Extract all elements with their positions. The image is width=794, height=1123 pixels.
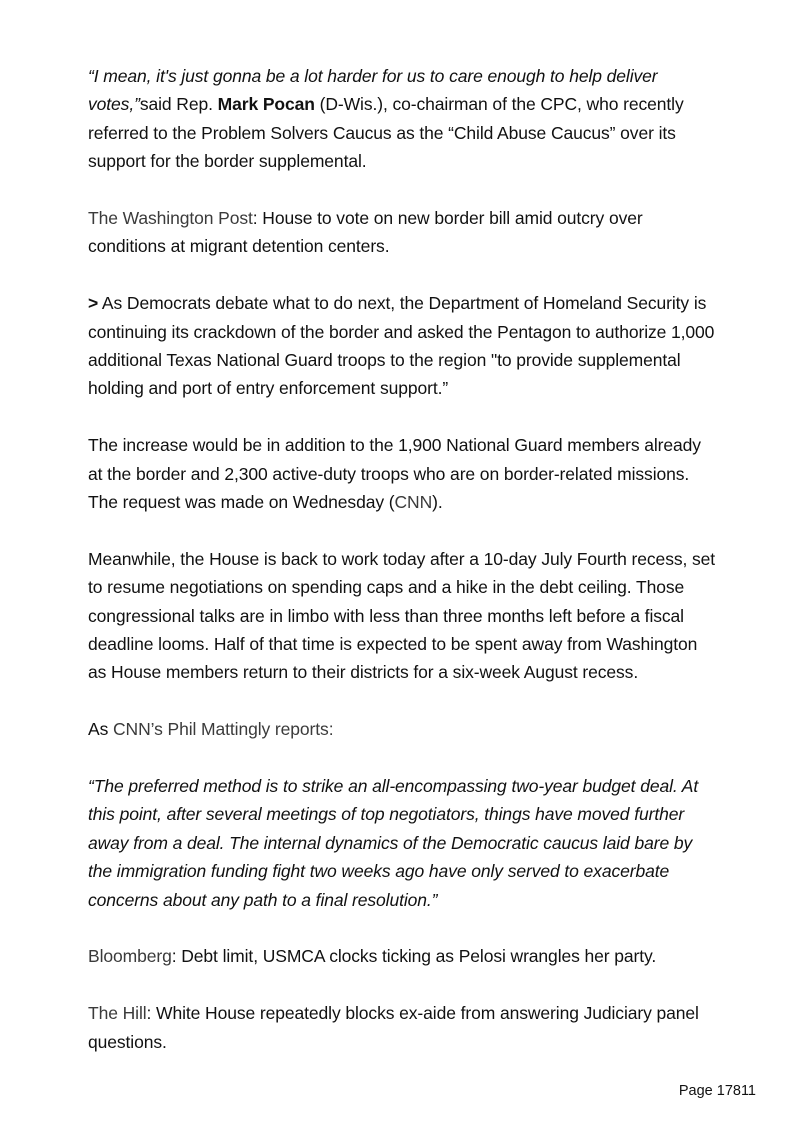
source-link-cnn[interactable]: CNN [394,492,433,513]
source-link-cnn-mattingly[interactable]: CNN’s Phil Mattingly reports: [113,719,334,740]
page-number: Page 17811 [678,1083,756,1099]
paragraph-bloomberg [88,942,718,970]
source-link-washington-post[interactable]: The Washington Post [88,208,253,229]
paragraph-increase [88,431,718,516]
paragraph-dhs [88,289,718,403]
increase-text: The increase would be in addition to the 1,900 National Guard members already at the border and 2,300 active-duty troops who are on border-related missions. The request was made on Wednesday ( [88,435,701,513]
paragraph-wapo [88,204,718,261]
increase-end: ). [432,492,443,513]
hill-headline: : White House repeatedly blocks ex-aide from answering Judiciary panel questions. [88,1003,699,1052]
dhs-text: As Democrats debate what to do next, the Department of Homeland Security is continuing its crackdown of the border and asked the Pentagon to authorize 1,000 additional Texas National Guard troops to the region "to provide supplemental holding and port of entry enforcement support.” [88,293,715,399]
paragraph-pocan-quote [88,62,718,176]
cnn-intro-prefix: As [88,719,113,740]
source-link-bloomberg[interactable]: Bloomberg [88,946,172,967]
bloomberg-headline: : Debt limit, USMCA clocks ticking as Pelosi wrangles her party. [171,946,657,967]
source-link-the-hill[interactable]: The Hill [88,1003,147,1024]
paragraph-cnn-quote [88,772,718,914]
cnn-quote-text: “The preferred method is to strike an all-encompassing two-year budget deal. At this point, after several meetings of top negotiators, things have moved further away from a deal. The internal dynamics of the Democratic caucus laid bare by the immigration funding fight two weeks ago have only served to exacerbate concerns about any path to a final resolution.” [88,776,699,910]
paragraph-cnn-intro [88,715,718,743]
pocan-quote-text: “I mean, it's just gonna be a lot harder for us to care enough to help deliver votes,” [88,66,658,115]
speaker-name: Mark Pocan [217,94,315,115]
meanwhile-text: Meanwhile, the House is back to work today after a 10-day July Fourth recess, set to resume negotiations on spending caps and a hike in the debt ceiling. Those congressional talks are in limbo with less than three months left before a fiscal deadline looms. Half of that time is expected to be spent away from Washington as House members return to their districts for a six-week August recess. [88,548,716,683]
pocan-quote-rest: (D-Wis.), co-chairman of the CPC, who recently referred to the Problem Solvers Caucus as the “Child Abuse Caucus” over its support for the border supplemental. [88,94,684,172]
bullet-marker: > [88,293,99,314]
document-body [88,62,718,1084]
wapo-headline: : House to vote on new border bill amid outcry over conditions at migrant detention centers. [88,208,643,257]
said-text: said Rep. [139,94,218,115]
paragraph-meanwhile [88,545,718,687]
paragraph-hill [88,999,718,1056]
